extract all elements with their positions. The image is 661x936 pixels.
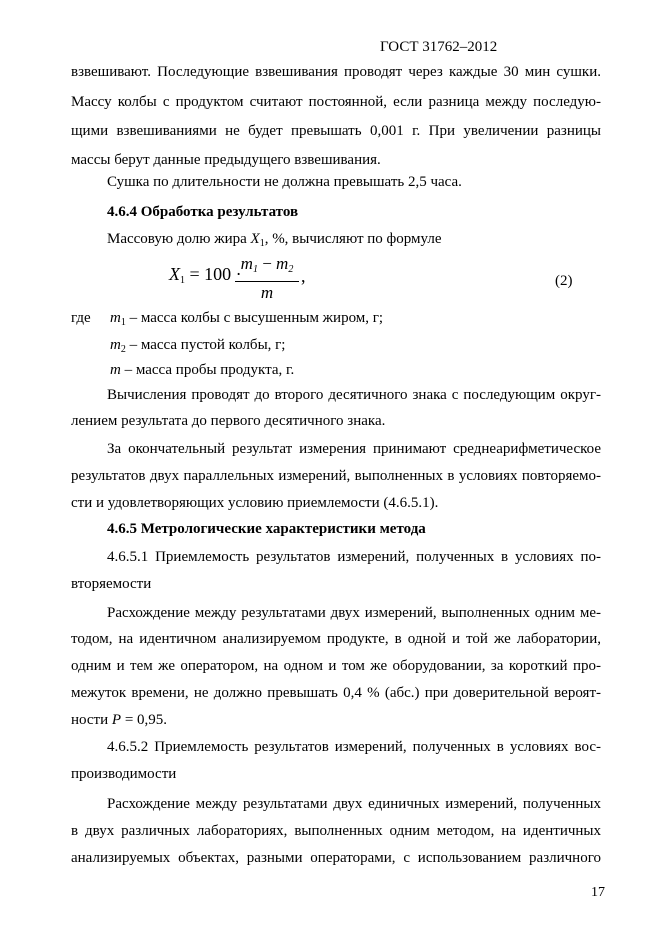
drying-limit-text: Сушка по длительности не должна превышать 2,5 часа. (107, 174, 462, 190)
formula-lhs: $X_1 = 100$ · (169, 264, 242, 286)
paragraph-line: ности P = 0,95. (71, 712, 168, 728)
paragraph-line: Вычисления проводят до второго десятичного знака с последующим округ- (107, 387, 601, 403)
page-number: 17 (591, 885, 605, 900)
paragraph-line: сти и удовлетворяющих условию приемлемости (4.6.5.1). (71, 495, 439, 511)
fraction-bar (235, 281, 299, 282)
definition-item: $m_1$ – масса колбы с высушенным жиром, г; (110, 310, 384, 328)
where-label: где (71, 310, 91, 326)
paragraph-line: производимости (71, 766, 177, 782)
formula-numerator: $m_1 - m_2$ (240, 254, 294, 275)
document-header: ГОСТ 31762–2012 (380, 39, 498, 55)
section-heading-4-6-5: 4.6.5 Метрологические характеристики метода (107, 521, 426, 537)
formula-comma: , (301, 266, 306, 286)
equation-number: (2) (555, 273, 573, 289)
paragraph-line: тодом, на идентичном анализируемом продукте, в одной и той же лаборатории, (71, 631, 601, 647)
paragraph-line: щими взвешиваниями не будет превышать 0,001 г. При увеличении разницы (71, 123, 601, 139)
paragraph-line: в двух различных лабораториях, выполненных одним методом, на идентичных (71, 823, 601, 839)
paragraph-line: Расхождение между результатами двух единичных измерений, полученных (107, 796, 601, 812)
formula-denominator: m (260, 283, 274, 302)
paragraph-line: анализируемых объектах, разными операторами, с использованием различного (71, 850, 601, 866)
definition-item: $m_2$ – масса пустой колбы, г; (110, 337, 286, 355)
paragraph-line: массы берут данные предыдущего взвешивания. (71, 152, 381, 168)
paragraph-line: Расхождение между результатами двух измерений, выполненных одним ме- (107, 605, 601, 621)
section-heading-4-6-4: 4.6.4 Обработка результатов (107, 204, 299, 220)
paragraph-line: межуток времени, не должно превышать 0,4 % (абс.) при доверительной вероят- (71, 685, 601, 701)
paragraph-line: За окончательный результат измерения принимают среднеарифметическое (107, 441, 601, 457)
paragraph-line: взвешивают. Последующие взвешивания проводят через каждые 30 мин сушки. (71, 64, 601, 80)
subsection-heading-4-6-5-1: 4.6.5.1 Приемлемость результатов измерений, полученных в условиях по- (107, 549, 601, 565)
formula-fraction (235, 254, 299, 303)
paragraph-line: одним и тем же оператором, на одном и том же оборудовании, за короткий про- (71, 658, 601, 674)
subsection-heading-4-6-5-2: 4.6.5.2 Приемлемость результатов измерений, полученных в условиях вос- (107, 739, 601, 755)
formula-intro: Массовую долю жира $X_1$, %, вычисляют по формуле (107, 231, 442, 249)
paragraph-line: лением результата до первого десятичного знака. (71, 413, 386, 429)
paragraph-line: вторяемости (71, 576, 152, 592)
paragraph-line: Массу колбы с продуктом считают постоянной, если разница между последую- (71, 94, 601, 110)
definition-item: m – масса пробы продукта, г. (110, 362, 295, 378)
paragraph-line: результатов двух параллельных измерений, выполненных в условиях повторяемо- (71, 468, 601, 484)
